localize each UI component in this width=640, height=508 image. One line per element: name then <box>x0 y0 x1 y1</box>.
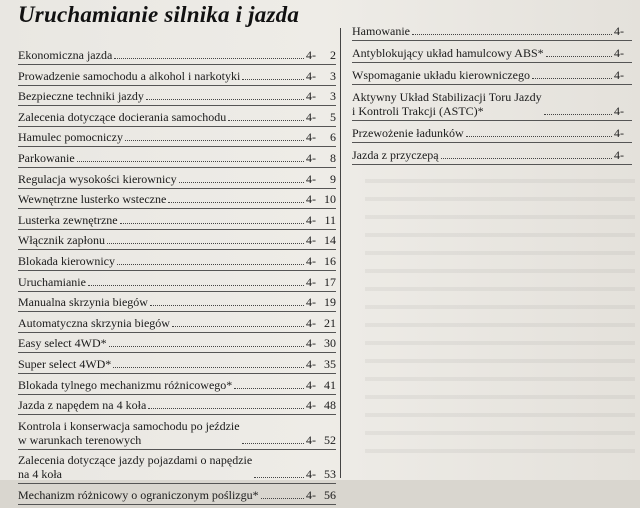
toc-entry-label: Hamowanie <box>352 24 410 38</box>
dot-leader <box>148 408 304 409</box>
page-reference <box>306 433 336 447</box>
chapter-number: 4- <box>306 192 316 207</box>
dot-leader <box>125 140 304 141</box>
page-number: 8 <box>330 150 336 165</box>
dot-leader <box>120 223 304 224</box>
toc-entry-label: Ekonomiczna jazda <box>18 48 113 62</box>
toc-entry <box>18 378 336 395</box>
dot-leader <box>117 264 304 265</box>
dot-leader <box>113 367 304 368</box>
toc-entry-label: Włącznik zapłonu <box>18 233 105 248</box>
dot-leader <box>261 498 304 499</box>
page-reference <box>306 192 336 206</box>
page-number: 30 <box>324 336 336 351</box>
toc-entry-label: Blokada tylnego mechanizmu różnicowego* <box>18 377 233 392</box>
page-number: 3 <box>330 68 336 83</box>
chapter-number: 4- <box>306 467 316 482</box>
toc-entry-label: Przewożenie ładunków <box>352 126 464 140</box>
toc-entry-label: Prowadzenie samochodu a alkohol i narkotyki <box>18 68 241 83</box>
page-number: 2 <box>330 48 336 62</box>
dot-leader <box>254 477 304 478</box>
page-reference <box>614 104 632 118</box>
toc-entry <box>18 336 336 353</box>
page-reference <box>306 295 336 309</box>
page-reference <box>306 172 336 186</box>
toc-entry-label: Easy select 4WD* <box>18 336 107 351</box>
column-divider <box>340 28 341 478</box>
dot-leader <box>234 388 304 389</box>
toc-entry <box>18 233 336 250</box>
toc-entry-label: Regulacja wysokości kierownicy <box>18 171 177 186</box>
toc-entry-label: Kontrola i konserwacja samochodu po jeździe w warunkach terenowych <box>18 418 240 447</box>
page-number: 9 <box>330 171 336 186</box>
toc-entry <box>18 316 336 333</box>
toc-entry <box>352 24 632 41</box>
chapter-number: 4- <box>306 48 316 62</box>
chapter-number: 4- <box>306 336 316 351</box>
page-number: 53 <box>324 467 336 482</box>
page-reference <box>306 89 336 103</box>
chapter-number: 4- <box>306 233 316 248</box>
toc-entry <box>18 254 336 271</box>
toc-entry-label: Blokada kierownicy <box>18 253 115 268</box>
toc-entry-label: Manualna skrzynia biegów <box>18 295 148 310</box>
page-number: 35 <box>324 356 336 371</box>
chapter-number: 4- <box>306 377 316 392</box>
toc-right-column <box>352 24 632 170</box>
toc-entry <box>18 488 336 505</box>
toc-entry-label: Antyblokujący układ hamulcowy ABS* <box>352 46 544 60</box>
dot-leader <box>466 136 612 137</box>
chapter-number: 4- <box>614 104 624 118</box>
toc-entry-label: Lusterka zewnętrzne <box>18 212 118 227</box>
page-reference <box>306 110 336 124</box>
toc-entry-label: Parkowanie <box>18 150 75 165</box>
toc-entry-label: Super select 4WD* <box>18 356 112 371</box>
toc-entry-label: Jazda z przyczepą <box>352 148 439 162</box>
dot-leader <box>109 346 304 347</box>
page-number: 16 <box>324 253 336 268</box>
chapter-number: 4- <box>306 212 316 227</box>
dot-leader <box>532 78 612 79</box>
toc-entry <box>18 357 336 374</box>
page-number: 56 <box>324 487 336 502</box>
page-reference <box>306 130 336 144</box>
page-reference <box>306 316 336 330</box>
page-number: 17 <box>324 274 336 289</box>
dot-leader <box>107 243 304 244</box>
page-reference <box>614 68 632 82</box>
toc-entry <box>18 110 336 127</box>
toc-entry <box>18 213 336 230</box>
page-reference <box>306 69 336 83</box>
page-reference <box>306 213 336 227</box>
page-reference <box>614 126 632 140</box>
page-reference <box>306 275 336 289</box>
dot-leader <box>228 120 304 121</box>
toc-left-column <box>18 48 336 508</box>
page-number: 5 <box>330 109 336 124</box>
page-reference <box>306 233 336 247</box>
toc-entry <box>18 48 336 65</box>
page-reference <box>306 357 336 371</box>
bleed-through-text <box>365 165 635 465</box>
page-reference <box>306 398 336 412</box>
dot-leader <box>146 99 304 100</box>
toc-entry <box>18 192 336 209</box>
page-number: 52 <box>324 432 336 447</box>
toc-entry-label: Wewnętrzne lusterko wsteczne <box>18 192 167 207</box>
chapter-number: 4- <box>614 148 624 162</box>
toc-entry <box>18 275 336 292</box>
toc-entry <box>18 130 336 147</box>
page-reference <box>614 46 632 60</box>
chapter-number: 4- <box>614 46 624 60</box>
toc-entry-label: Hamulec pomocniczy <box>18 130 123 145</box>
dot-leader <box>150 305 304 306</box>
page-number: 3 <box>330 89 336 104</box>
toc-entry <box>352 148 632 165</box>
page-number: 11 <box>324 212 336 227</box>
chapter-number: 4- <box>306 295 316 310</box>
chapter-number: 4- <box>306 89 316 104</box>
dot-leader <box>544 114 612 115</box>
page-reference <box>306 48 336 62</box>
chapter-number: 4- <box>306 253 316 268</box>
toc-entry-label: Mechanizm różnicowy o ograniczonym poślizgu* <box>18 487 259 502</box>
toc-entry <box>352 46 632 63</box>
toc-entry <box>352 68 632 85</box>
page-reference <box>306 467 336 481</box>
chapter-number: 4- <box>306 274 316 289</box>
page-reference <box>306 254 336 268</box>
page-number: 14 <box>324 233 336 248</box>
chapter-number: 4- <box>306 356 316 371</box>
page-reference <box>614 24 632 38</box>
chapter-number: 4- <box>614 126 624 140</box>
page-reference <box>306 488 336 502</box>
chapter-number: 4- <box>306 171 316 186</box>
dot-leader <box>88 285 304 286</box>
chapter-number: 4- <box>614 24 624 38</box>
dot-leader <box>242 443 304 444</box>
toc-entry <box>18 151 336 168</box>
section-title: Uruchamianie silnika i jazda <box>18 2 300 27</box>
chapter-number: 4- <box>306 150 316 165</box>
page-reference <box>614 148 632 162</box>
toc-entry <box>352 126 632 143</box>
toc-entry <box>18 419 336 450</box>
toc-entry-label: Aktywny Układ Stabilizacji Toru Jazdy i Kontroli Trakcji (ASTC)* <box>352 90 542 118</box>
chapter-number: 4- <box>306 398 316 413</box>
chapter-number: 4- <box>614 68 624 82</box>
chapter-number: 4- <box>306 109 316 124</box>
dot-leader <box>546 56 612 57</box>
chapter-number: 4- <box>306 130 316 145</box>
toc-entry <box>18 89 336 106</box>
dot-leader <box>412 34 612 35</box>
toc-entry-label: Bezpieczne techniki jazdy <box>18 89 144 104</box>
page-number: 48 <box>324 398 336 413</box>
page-number: 41 <box>324 377 336 392</box>
chapter-number: 4- <box>306 68 316 83</box>
page-reference <box>306 336 336 350</box>
toc-entry-label: Zalecenia dotyczące jazdy pojazdami o napędzie na 4 koła <box>18 453 253 482</box>
dot-leader <box>172 326 304 327</box>
toc-entry <box>18 295 336 312</box>
page-number: 21 <box>324 315 336 330</box>
page-number: 6 <box>330 130 336 145</box>
chapter-number: 4- <box>306 315 316 330</box>
dot-leader <box>77 161 304 162</box>
toc-entry <box>18 69 336 86</box>
toc-entry-label: Automatyczna skrzynia biegów <box>18 315 170 330</box>
page-reference <box>306 378 336 392</box>
toc-entry-label: Uruchamianie <box>18 274 86 289</box>
toc-entry-label: Wspomaganie układu kierowniczego <box>352 68 530 82</box>
toc-entry <box>18 172 336 189</box>
dot-leader <box>441 158 612 159</box>
toc-entry-label: Jazda z napędem na 4 koła <box>18 398 147 413</box>
dot-leader <box>242 79 304 80</box>
page-reference <box>306 151 336 165</box>
chapter-number: 4- <box>306 432 316 447</box>
toc-entry <box>18 398 336 415</box>
toc-entry <box>352 90 632 121</box>
dot-leader <box>168 202 304 203</box>
dot-leader <box>114 58 304 59</box>
chapter-number: 4- <box>306 487 316 502</box>
toc-entry-label: Zalecenia dotyczące docierania samochodu <box>18 109 227 124</box>
dot-leader <box>179 182 304 183</box>
page-number: 10 <box>324 192 336 207</box>
page-number: 19 <box>324 295 336 310</box>
